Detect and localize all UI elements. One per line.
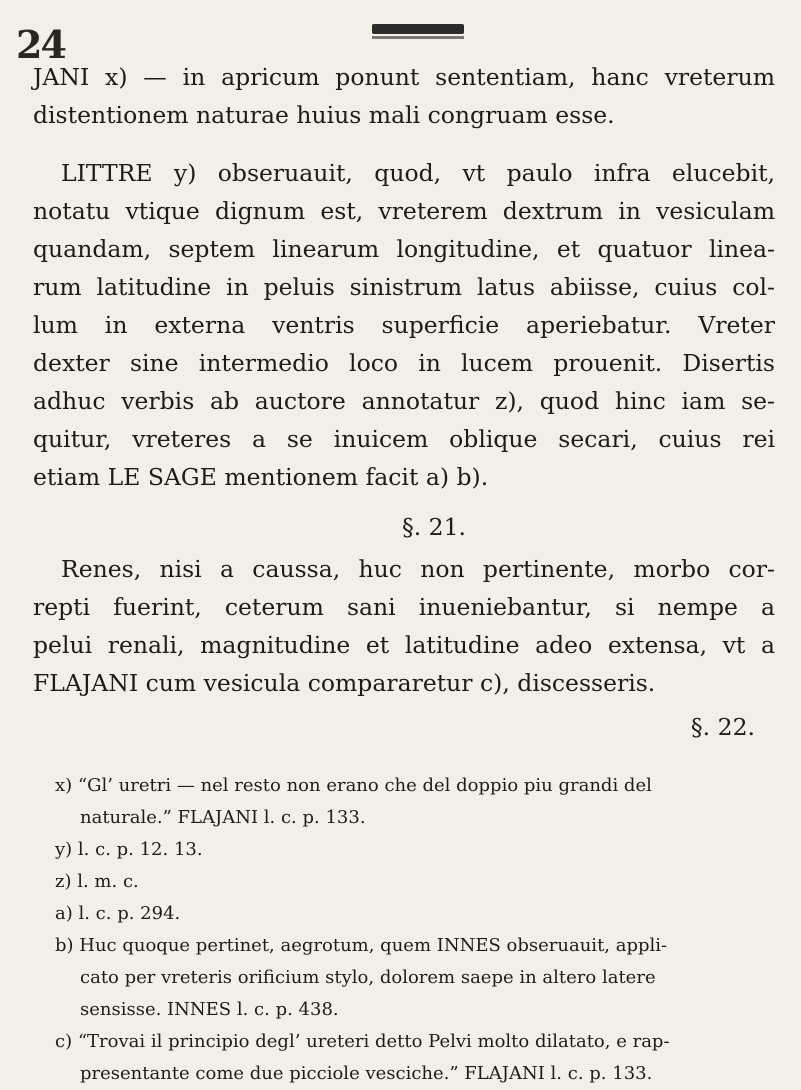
main-text [33,58,775,746]
footnote-line: naturale.” FLAJANI l. c. p. 133. [80,807,366,828]
footnote-line: cato per vreteris orificium stylo, dolorem saepe in altero latere [80,967,656,988]
text-line: LITTRE y) obseruauit, quod, vt paulo infra elucebit, [61,159,775,187]
text-line: lum in externa ventris superficie aperiebatur. Vreter [33,311,775,339]
footnote-line: presentante come due picciole vesciche.” FLAJANI l. c. p. 133. [80,1063,653,1084]
section-heading-21: §. 21. [401,513,467,541]
text-line: distentionem naturae huius mali congruam esse. [33,101,615,129]
text-line: FLAJANI cum vesicula compararetur c), discesseris. [33,669,656,697]
footnote-line: x) “Gl’ uretri — nel resto non erano che del doppio piu grandi del [55,775,652,796]
text-line: pelui renali, magnitudine et latitudine adeo extensa, vt a [33,631,775,659]
text-line: repti fuerint, ceterum sani inueniebantur, si nempe a [33,593,775,621]
footnote-line: a) l. c. p. 294. [55,903,181,924]
text-line: etiam LE SAGE mentionem facit a) b). [33,463,489,491]
footnote-line: b) Huc quoque pertinet, aegrotum, quem INNES obseruauit, appli- [55,935,668,956]
text-line: Renes, nisi a caussa, huc non pertinente, morbo cor- [61,555,775,583]
text-line: quandam, septem linearum longitudine, et quatuor linea- [33,235,775,263]
text-line: rum latitudine in peluis sinistrum latus abiisse, cuius col- [33,273,775,301]
page-header-rule-thin [372,36,464,39]
text-line: JANI x) — in apricum ponunt sententiam, hanc vreterum [33,63,775,91]
text-line: quitur, vreteres a se inuicem oblique secari, cuius rei [33,425,775,453]
footnotes [55,770,775,1090]
page-header-rule [372,24,464,34]
text-line: dexter sine intermedio loco in lucem prouenit. Disertis [33,349,775,377]
footnote-line: sensisse. INNES l. c. p. 438. [80,999,339,1020]
footnote-line: y) l. c. p. 12. 13. [55,839,203,860]
text-line: notatu vtique dignum est, vreterem dextrum in vesiculam [33,197,775,225]
page-number: 24 [16,22,65,67]
footnote-line: z) l. m. c. [55,871,139,892]
section-heading-22: §. 22. [690,713,755,741]
footnote-line: c) “Trovai il principio degl’ ureteri detto Pelvi molto dilatato, e rap- [55,1031,670,1052]
text-line: adhuc verbis ab auctore annotatur z), quod hinc iam se- [33,387,775,415]
